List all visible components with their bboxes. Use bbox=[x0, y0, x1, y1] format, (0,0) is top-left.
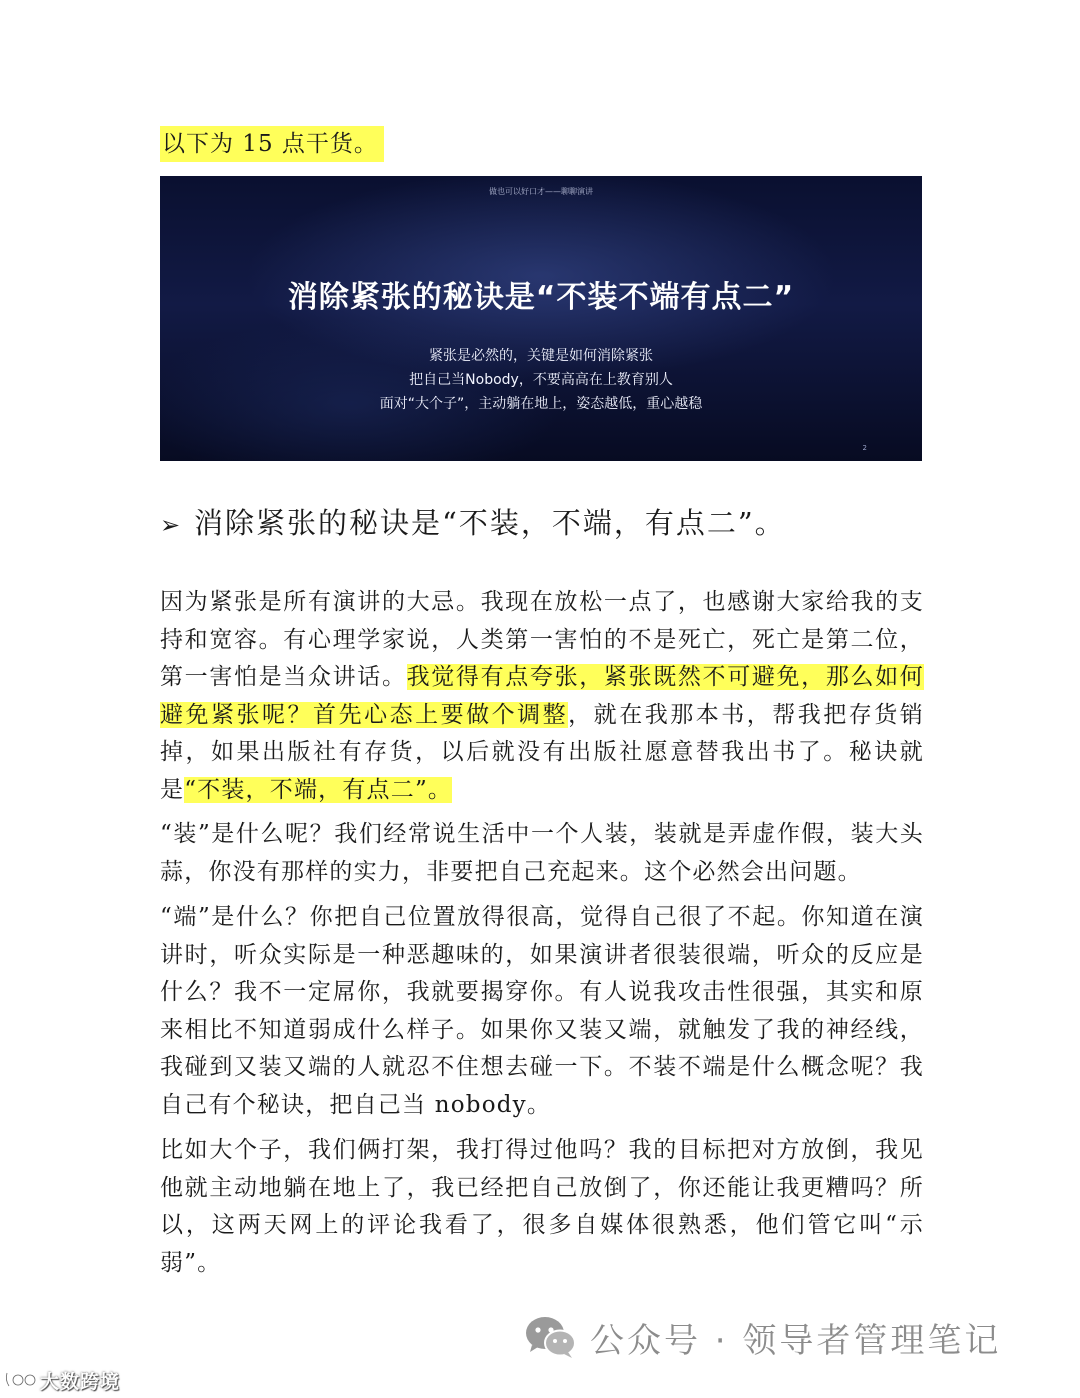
paragraph-3: “端”是什么？你把自己位置放得很高，觉得自己很了不起。你知道在演讲时，听众实际是一种恶趣味的，如果演讲者很装很端，听众的反应是什么？我不一定屌你，我就要揭穿你。有人说我攻击性很强，其实和原来相比不知道弱成什么样子。如果你又装又端，就触发了我的神经线，我碰到又装又端的人就忍不住想去碰一下。不装不端是什么概念呢？我自己有个秘诀，把自己当 nobody。 bbox=[160, 904, 924, 1118]
slide-header: 做也可以好口才——聊聊演讲 bbox=[489, 187, 593, 196]
slide-line-1: 紧张是必然的，关键是如何消除紧张 bbox=[429, 348, 653, 364]
intro-line: 以下为 15 点干货。 bbox=[160, 126, 384, 162]
paragraph-4: 比如大个子，我们俩打架，我打得过他吗？我的目标把对方放倒，我见他就主动地躺在地上了，我已经把自己放倒了，你还能让我更糟吗？所以，这两天网上的评论我看了，很多自媒体很熟悉，他们管它叫“示弱”。 bbox=[160, 1137, 924, 1276]
section-heading bbox=[160, 500, 786, 546]
slide-bullets bbox=[160, 344, 922, 416]
paragraph-1 bbox=[160, 584, 924, 809]
paragraph-1-text-a: 因为紧张是所有演讲的大忌。我现在放松一点了，也感谢大家给我的支持和宽容。有心理学家说，人类第一害怕的不是死亡，死亡是第二位，第一害怕是当众讲话。 bbox=[160, 589, 924, 690]
watermark-text: 公众号 · 领导者管理笔记 bbox=[590, 1320, 1002, 1361]
dashu-logo-icon bbox=[4, 1369, 38, 1391]
slide-page-number: 2 bbox=[862, 444, 867, 452]
slide-image bbox=[160, 176, 922, 461]
slide-title: 消除紧张的秘诀是“不装不端有点二” bbox=[287, 280, 795, 315]
wechat-watermark bbox=[524, 1312, 1001, 1362]
paragraph-1-text-b: ，就在我那本书，帮我把存货销掉，如果出版社有存货，以后就没有出版社愿意替我出书了。秘诀就是 bbox=[160, 701, 924, 803]
paragraph-2: “装”是什么呢？我们经常说生活中一个人装，装就是弄虚作假，装大头蒜，你没有那样的实力，非要把自己充起来。这个必然会出问题。 bbox=[160, 821, 924, 885]
slide-line-2: 把自己当Nobody，不要高高在上教育别人 bbox=[409, 372, 673, 388]
wechat-icon bbox=[524, 1314, 578, 1360]
corner-watermark bbox=[4, 1366, 120, 1394]
section-heading-text: 消除紧张的秘诀是“不装，不端，有点二”。 bbox=[194, 506, 786, 540]
paragraph-1-highlight-a: 我觉得有点夸张，紧张既然不可避免，那么如何避免紧张呢？首先心态上要做个调整 bbox=[160, 664, 925, 728]
paragraph-1-highlight-b: “不装，不端，有点二”。 bbox=[184, 776, 453, 803]
corner-watermark-text: 大数跨境 bbox=[40, 1370, 121, 1393]
slide-line-3: 面对“大个子”，主动躺在地上，姿态越低，重心越稳 bbox=[379, 396, 703, 412]
arrow-bullet-icon: ➢ bbox=[160, 511, 183, 539]
